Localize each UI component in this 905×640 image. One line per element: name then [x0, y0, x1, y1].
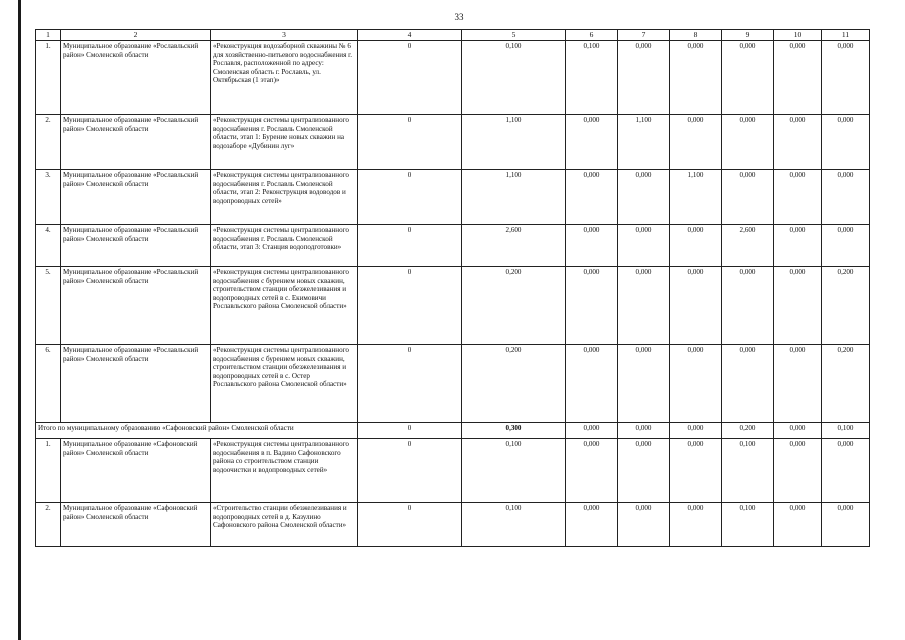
value-cell: 0,300 — [462, 423, 566, 439]
value-cell: 0,000 — [566, 423, 618, 439]
value-cell: 0,000 — [566, 225, 618, 267]
municipality-cell: Муниципальное образование «Рославльский район» Смоленской области — [61, 267, 211, 345]
project-cell: «Реконструкция системы централизованного водоснабжения г. Рославль Смоленской области, этап 3: Станция водоподготовки» — [211, 225, 358, 267]
value-cell: 0,000 — [822, 115, 870, 170]
value-cell: 1,100 — [462, 170, 566, 225]
value-cell: 0 — [358, 115, 462, 170]
value-cell: 0,000 — [566, 115, 618, 170]
municipality-cell: Муниципальное образование «Рославльский район» Смоленской области — [61, 41, 211, 115]
value-cell: 0,000 — [774, 41, 822, 115]
value-cell: 0,100 — [462, 439, 566, 503]
value-cell: 0,100 — [822, 423, 870, 439]
table-row — [36, 503, 870, 547]
subtotal-row — [36, 423, 870, 439]
value-cell: 0,000 — [722, 170, 774, 225]
page-number: 33 — [454, 12, 464, 22]
value-cell: 0 — [358, 41, 462, 115]
header-cell: 6 — [566, 30, 618, 41]
header-cell: 8 — [670, 30, 722, 41]
header-cell: 11 — [822, 30, 870, 41]
value-cell: 0,200 — [822, 345, 870, 423]
value-cell: 2,600 — [722, 225, 774, 267]
table-row — [36, 439, 870, 503]
header-cell: 3 — [211, 30, 358, 41]
value-cell: 0,000 — [618, 267, 670, 345]
municipality-cell: Муниципальное образование «Рославльский район» Смоленской области — [61, 225, 211, 267]
value-cell: 0 — [358, 225, 462, 267]
value-cell: 0,000 — [722, 115, 774, 170]
value-cell: 0,000 — [822, 503, 870, 547]
value-cell: 0,100 — [462, 503, 566, 547]
value-cell: 0,000 — [670, 115, 722, 170]
row-number: 6. — [36, 345, 61, 423]
value-cell: 0,100 — [566, 41, 618, 115]
value-cell: 0,000 — [722, 267, 774, 345]
value-cell: 0 — [358, 439, 462, 503]
value-cell: 0,000 — [618, 345, 670, 423]
project-cell: «Реконструкция водозаборной скважины № 6 для хозяйственно-питьевого водоснабжения г. Рославля, расположенной по адресу: Смоленская область г. Рославль, ул. Октябрьская (1 этап)» — [211, 41, 358, 115]
municipality-cell: Муниципальное образование «Сафоновский район» Смоленской области — [61, 439, 211, 503]
header-cell: 10 — [774, 30, 822, 41]
value-cell: 0,000 — [722, 41, 774, 115]
header-cell: 9 — [722, 30, 774, 41]
binding-edge-bar — [18, 0, 21, 640]
municipality-cell: Муниципальное образование «Рославльский район» Смоленской области — [61, 115, 211, 170]
value-cell: 0,000 — [774, 170, 822, 225]
project-cell: «Реконструкция системы централизованного водоснабжения г. Рославль Смоленской области, этап 2: Реконструкция водоводов и водопроводных сетей» — [211, 170, 358, 225]
value-cell: 0,000 — [822, 225, 870, 267]
table-row — [36, 41, 870, 115]
header-cell: 1 — [36, 30, 61, 41]
value-cell: 0,100 — [462, 41, 566, 115]
value-cell: 0,000 — [774, 267, 822, 345]
project-cell: «Строительство станции обезжелезивания и водопроводных сетей в д. Казулино Сафоновского района Смоленской области» — [211, 503, 358, 547]
row-number: 2. — [36, 115, 61, 170]
value-cell: 0 — [358, 423, 462, 439]
table-row — [36, 267, 870, 345]
table-row — [36, 115, 870, 170]
value-cell: 1,100 — [618, 115, 670, 170]
header-cell: 7 — [618, 30, 670, 41]
value-cell: 0,000 — [774, 423, 822, 439]
value-cell: 0,000 — [566, 345, 618, 423]
row-number: 1. — [36, 41, 61, 115]
value-cell: 0,000 — [618, 439, 670, 503]
value-cell: 0,000 — [722, 345, 774, 423]
value-cell: 0 — [358, 170, 462, 225]
value-cell: 0 — [358, 267, 462, 345]
value-cell: 0,000 — [670, 423, 722, 439]
value-cell: 0,100 — [722, 503, 774, 547]
municipality-cell: Муниципальное образование «Сафоновский район» Смоленской области — [61, 503, 211, 547]
value-cell: 0,000 — [822, 170, 870, 225]
value-cell: 0,000 — [670, 225, 722, 267]
value-cell: 0,000 — [618, 423, 670, 439]
value-cell: 0 — [358, 503, 462, 547]
header-cell: 5 — [462, 30, 566, 41]
value-cell: 0,200 — [462, 267, 566, 345]
header-cell: 4 — [358, 30, 462, 41]
project-cell: «Реконструкция системы централизованного водоснабжения с бурением новых скважин, строительством станции обезжелезивания и водопроводных сетей в с. Остер Рославльского района Смоленской области» — [211, 345, 358, 423]
value-cell: 0,000 — [618, 170, 670, 225]
value-cell: 0,000 — [774, 345, 822, 423]
value-cell: 0,000 — [566, 503, 618, 547]
value-cell: 1,100 — [462, 115, 566, 170]
municipality-cell: Муниципальное образование «Рославльский район» Смоленской области — [61, 170, 211, 225]
municipality-cell: Муниципальное образование «Рославльский район» Смоленской области — [61, 345, 211, 423]
value-cell: 0 — [358, 345, 462, 423]
value-cell: 0,000 — [618, 225, 670, 267]
value-cell: 0,200 — [822, 267, 870, 345]
value-cell: 0,000 — [822, 41, 870, 115]
value-cell: 0,000 — [670, 439, 722, 503]
table-row — [36, 225, 870, 267]
value-cell: 0,000 — [774, 439, 822, 503]
row-number: 5. — [36, 267, 61, 345]
value-cell: 0,000 — [774, 115, 822, 170]
row-number: 4. — [36, 225, 61, 267]
value-cell: 0,000 — [566, 170, 618, 225]
value-cell: 0,000 — [670, 503, 722, 547]
subtotal-label: Итого по муниципальному образованию «Сафоновский район» Смоленской области — [36, 423, 358, 439]
value-cell: 0,200 — [462, 345, 566, 423]
column-number-row — [36, 30, 870, 41]
value-cell: 0,000 — [618, 503, 670, 547]
row-number: 3. — [36, 170, 61, 225]
value-cell: 0,000 — [566, 267, 618, 345]
value-cell: 0,000 — [774, 225, 822, 267]
table-row — [36, 170, 870, 225]
value-cell: 0,000 — [670, 41, 722, 115]
value-cell: 2,600 — [462, 225, 566, 267]
value-cell: 0,000 — [670, 267, 722, 345]
table-row — [36, 345, 870, 423]
project-cell: «Реконструкция системы централизованного водоснабжения г. Рославль Смоленской области, этап 1: Бурение новых скважин на водозаборе «Дубинин луг» — [211, 115, 358, 170]
value-cell: 0,000 — [822, 439, 870, 503]
value-cell: 0,000 — [566, 439, 618, 503]
value-cell: 0,000 — [618, 41, 670, 115]
financing-table — [35, 29, 870, 547]
row-number: 1. — [36, 439, 61, 503]
value-cell: 0,000 — [670, 345, 722, 423]
value-cell: 0,200 — [722, 423, 774, 439]
value-cell: 1,100 — [670, 170, 722, 225]
value-cell: 0,100 — [722, 439, 774, 503]
project-cell: «Реконструкция системы централизованного водоснабжения с бурением новых скважин, строительством станции обезжелезивания и водопроводных сетей в с. Екимовичи Рославльского района Смоленской области» — [211, 267, 358, 345]
project-cell: «Реконструкция системы централизованного водоснабжения в п. Вадино Сафоновского района со строительством станции водоочистки и водопроводных сетей» — [211, 439, 358, 503]
value-cell: 0,000 — [774, 503, 822, 547]
header-cell: 2 — [61, 30, 211, 41]
row-number: 2. — [36, 503, 61, 547]
